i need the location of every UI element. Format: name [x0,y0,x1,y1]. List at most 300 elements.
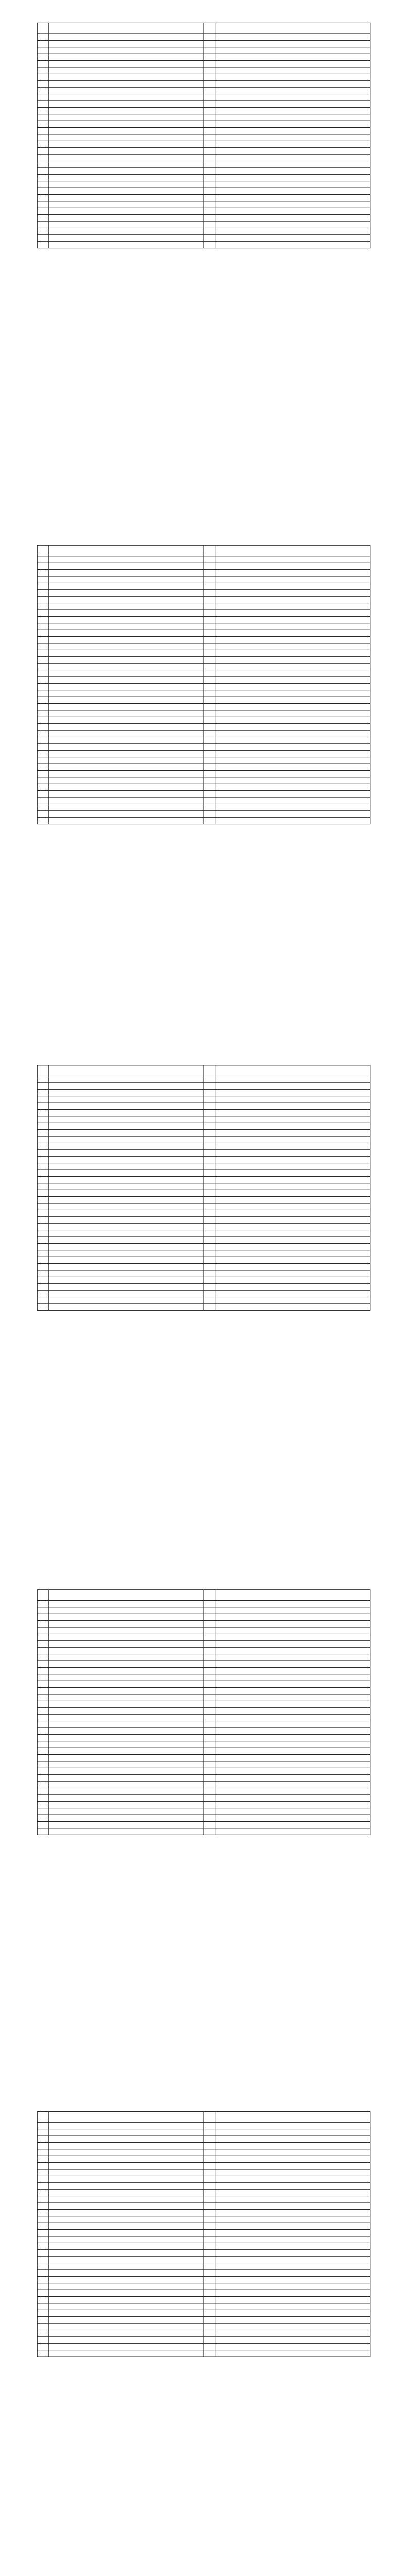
drug-name [215,1230,370,1237]
table-row [38,1210,370,1217]
drug-number [204,1090,215,1096]
drug-name [215,1123,370,1130]
drug-name [49,757,204,764]
table-row [38,2270,370,2277]
table-row [38,2303,370,2310]
drug-name [49,54,204,61]
table-row [38,2190,370,2196]
drug-name [49,195,204,201]
drug-number [204,2250,215,2257]
drug-name [215,1103,370,1110]
table-row [38,791,370,798]
drug-name [49,1822,204,1828]
table-row [38,1090,370,1096]
drug-number [204,2143,215,2149]
drug-number [204,235,215,242]
drug-name [49,1237,204,1244]
drug-number [204,1297,215,1304]
drug-name [215,1828,370,1835]
drug-name [215,1674,370,1681]
drug-number [204,1721,215,1728]
table-row [38,1163,370,1170]
drug-name [215,1264,370,1270]
table-row [38,1628,370,1634]
table-row [38,1143,370,1150]
drug-name [215,2350,370,2357]
drug-name [49,2257,204,2263]
drug-name [49,2223,204,2230]
drug-name [49,1083,204,1090]
table-row [38,94,370,101]
drug-name [49,1143,204,1150]
drug-number [38,101,49,108]
drug-name [215,1304,370,1311]
drug-number [204,1788,215,1795]
table-header-row [38,1065,370,1076]
drug-number [38,1076,49,1083]
drug-number [38,1177,49,1183]
drug-number [204,1170,215,1177]
drug-number [38,643,49,650]
drug-number [204,1083,215,1090]
drug-number [204,1237,215,1244]
drug-number [204,34,215,41]
drug-number [204,2176,215,2183]
drug-number [38,2257,49,2263]
drug-number [38,1601,49,1607]
drug-number [38,1808,49,1815]
drug-name [49,744,204,751]
drug-name [215,1270,370,1277]
drug-name [215,1601,370,1607]
table-row [38,2263,370,2270]
drug-number [38,1701,49,1708]
drug-number [38,1297,49,1304]
drug-name [215,1614,370,1621]
drug-number [38,597,49,603]
drug-name [215,101,370,108]
drug-name [215,1607,370,1614]
drug-name [49,1217,204,1224]
drug-number [38,1110,49,1116]
drug-name [49,1802,204,1808]
drug-name [49,630,204,637]
table-row [38,148,370,155]
table-row [38,2196,370,2203]
drug-name [49,2170,204,2176]
drug-name [49,1701,204,1708]
drug-name [215,128,370,134]
drug-name [49,1244,204,1250]
drug-list-page [37,1589,370,1835]
table-row [38,603,370,610]
drug-number [204,2163,215,2170]
drug-number [38,74,49,81]
drug-number [204,94,215,101]
table-row [38,764,370,771]
drug-number [38,2350,49,2357]
drug-name [49,208,204,215]
drug-number [38,121,49,128]
drug-number [204,2317,215,2324]
drug-number [204,1761,215,1768]
drug-name [49,677,204,684]
drug-name [49,1828,204,1835]
table-row [38,134,370,141]
drug-name [49,101,204,108]
drug-name [215,88,370,94]
drug-number [38,2136,49,2143]
table-row [38,1828,370,1835]
drug-name [215,61,370,67]
drug-name [215,188,370,195]
drug-name [49,1775,204,1782]
drug-number [38,2176,49,2183]
drug-name [215,643,370,650]
drug-name [215,1076,370,1083]
drug-name [49,1614,204,1621]
drug-number [38,2290,49,2297]
table-row [38,1782,370,1788]
drug-number [38,1748,49,1755]
table-row [38,215,370,222]
drug-name [49,168,204,175]
drug-number [204,1681,215,1688]
drug-number [38,1708,49,1715]
drug-number [204,610,215,617]
drug-number [38,784,49,791]
table-row [38,583,370,590]
drug-number [38,1674,49,1681]
drug-name [215,168,370,175]
table-row [38,1721,370,1728]
drug-name [49,1674,204,1681]
drug-name [49,2297,204,2303]
table-row [38,677,370,684]
drug-name [49,201,204,208]
drug-name [215,610,370,617]
drug-number [38,1150,49,1157]
drug-name [215,1130,370,1137]
drug-number [204,1130,215,1137]
drug-number [204,242,215,248]
table-row [38,818,370,824]
drug-number [38,2163,49,2170]
drug-name [215,1768,370,1775]
table-row [38,2156,370,2163]
drug-name [215,1244,370,1250]
drug-number [38,1741,49,1748]
drug-name [215,2310,370,2317]
drug-name [215,1795,370,1802]
drug-name-column-header [215,23,370,34]
drug-number [204,2257,215,2263]
drug-number [38,1628,49,1634]
drug-number [204,2283,215,2290]
drug-number [38,108,49,114]
drug-number [204,2344,215,2350]
drug-number [204,2216,215,2223]
drug-number [204,1741,215,1748]
drug-number [38,2196,49,2203]
drug-number [38,222,49,228]
table-row [38,1715,370,1721]
drug-name [49,1607,204,1614]
drug-number [38,757,49,764]
table-row [38,242,370,248]
drug-name [49,1090,204,1096]
table-row [38,1641,370,1648]
drug-number [38,623,49,630]
table-row [38,1761,370,1768]
drug-number [204,2290,215,2297]
drug-number [204,1257,215,1264]
table-row [38,168,370,175]
drug-name [215,1648,370,1654]
drug-number [38,1304,49,1311]
drug-number [204,222,215,228]
drug-name [215,148,370,155]
drug-name [215,2163,370,2170]
drug-name [49,1110,204,1116]
drug-name [49,1815,204,1822]
drug-name [215,617,370,623]
drug-name [49,1204,204,1210]
drug-number [38,235,49,242]
table-row [38,2257,370,2263]
drug-name [49,114,204,121]
drug-name [215,1628,370,1634]
drug-name [49,664,204,670]
table-row [38,1701,370,1708]
table-row [38,1688,370,1694]
drug-name [215,583,370,590]
table-row [38,1244,370,1250]
drug-name-column-header [49,546,204,556]
drug-name [49,731,204,737]
drug-name [49,1694,204,1701]
drug-name [215,1250,370,1257]
drug-name [49,2270,204,2277]
drug-name [49,2263,204,2270]
drug-number [38,1694,49,1701]
drug-number [38,617,49,623]
drug-name [49,2163,204,2170]
drug-name [215,2170,370,2176]
drug-number [38,54,49,61]
table-row [38,2290,370,2297]
drug-number [204,1654,215,1661]
drug-number [204,54,215,61]
drug-name [215,2129,370,2136]
drug-number [38,1210,49,1217]
drug-number [204,1204,215,1210]
table-row [38,610,370,617]
drug-name [215,1157,370,1163]
drug-name [215,1654,370,1661]
drug-number [38,1157,49,1163]
drug-name [215,2324,370,2330]
drug-name [215,811,370,818]
drug-number [204,1648,215,1654]
table-row [38,181,370,188]
drug-number [204,1230,215,1237]
drug-number [38,610,49,617]
drug-name [215,630,370,637]
drug-list-page [37,2111,370,2357]
table-header-row [38,2112,370,2123]
table-row [38,684,370,690]
drug-name [215,2270,370,2277]
drug-number [38,1768,49,1775]
drug-number [204,697,215,704]
table-row [38,1237,370,1244]
drug-number [204,731,215,737]
drug-number [204,1822,215,1828]
drug-number [204,2330,215,2337]
drug-number [38,81,49,88]
drug-number [38,2190,49,2196]
drug-name [49,1103,204,1110]
drug-name [49,777,204,784]
drug-number [38,1648,49,1654]
drug-number [204,590,215,597]
drug-name [49,684,204,690]
drug-number [204,684,215,690]
drug-number [38,2216,49,2223]
drug-name [49,603,204,610]
table-row [38,710,370,717]
drug-name [49,1250,204,1257]
drug-name [215,2297,370,2303]
drug-number [38,771,49,777]
drug-name [49,88,204,94]
drug-list-table [37,1589,370,1835]
drug-number [38,1761,49,1768]
drug-name [215,1668,370,1674]
table-row [38,1264,370,1270]
table-row [38,1103,370,1110]
drug-name [49,2123,204,2129]
drug-name [49,2136,204,2143]
table-row [38,1788,370,1795]
drug-number [38,94,49,101]
drug-name [49,141,204,148]
drug-name [215,2196,370,2203]
drug-name [215,1748,370,1755]
drug-name [215,784,370,791]
drug-number [204,1715,215,1721]
drug-name [215,1708,370,1715]
table-row [38,81,370,88]
drug-name [215,764,370,771]
table-row [38,41,370,47]
drug-number [38,777,49,784]
drug-name [49,1681,204,1688]
drug-name [49,724,204,731]
drug-number [204,1096,215,1103]
drug-name [215,1116,370,1123]
table-row [38,1277,370,1284]
drug-number [204,67,215,74]
drug-name [49,1728,204,1735]
table-row [38,1614,370,1621]
drug-name [215,2263,370,2270]
drug-number [38,2263,49,2270]
drug-number [38,1668,49,1674]
drug-number [38,34,49,41]
drug-number [38,2337,49,2344]
drug-name [49,1257,204,1264]
drug-name [49,61,204,67]
drug-name [215,2243,370,2250]
drug-name [49,121,204,128]
drug-number [38,1775,49,1782]
drug-name [215,81,370,88]
drug-number [204,1291,215,1297]
drug-number [38,577,49,583]
drug-name [215,1741,370,1748]
drug-name [215,1170,370,1177]
drug-name [215,1808,370,1815]
drug-name [215,1661,370,1668]
table-row [38,2230,370,2236]
drug-name [49,2216,204,2223]
drug-number [204,155,215,161]
drug-number [204,1277,215,1284]
drug-name [215,657,370,664]
drug-number [38,563,49,570]
drug-number [38,1170,49,1177]
drug-number [204,771,215,777]
table-row [38,1728,370,1735]
drug-name [215,41,370,47]
drug-name [49,2317,204,2324]
drug-number [204,208,215,215]
drug-name [49,2250,204,2257]
drug-name [49,1668,204,1674]
drug-name [49,1291,204,1297]
drug-name [49,1210,204,1217]
drug-number [38,1654,49,1661]
drug-name [215,2330,370,2337]
drug-number [204,1157,215,1163]
drug-name [49,2350,204,2357]
table-header-row [38,23,370,34]
drug-number [204,2183,215,2190]
drug-number [204,777,215,784]
drug-name [49,804,204,811]
drug-name [49,1264,204,1270]
drug-number [38,764,49,771]
drug-number [204,583,215,590]
drug-list-page [37,23,370,248]
drug-name [49,228,204,235]
drug-name [215,637,370,643]
drug-name [215,2190,370,2196]
table-row [38,114,370,121]
table-row [38,1755,370,1761]
drug-name [49,2156,204,2163]
drug-name [215,1257,370,1264]
drug-number [38,603,49,610]
drug-number [38,704,49,710]
drug-number [204,1614,215,1621]
drug-number [204,1782,215,1788]
drug-number [204,1728,215,1735]
drug-name [215,155,370,161]
drug-number [204,1828,215,1835]
